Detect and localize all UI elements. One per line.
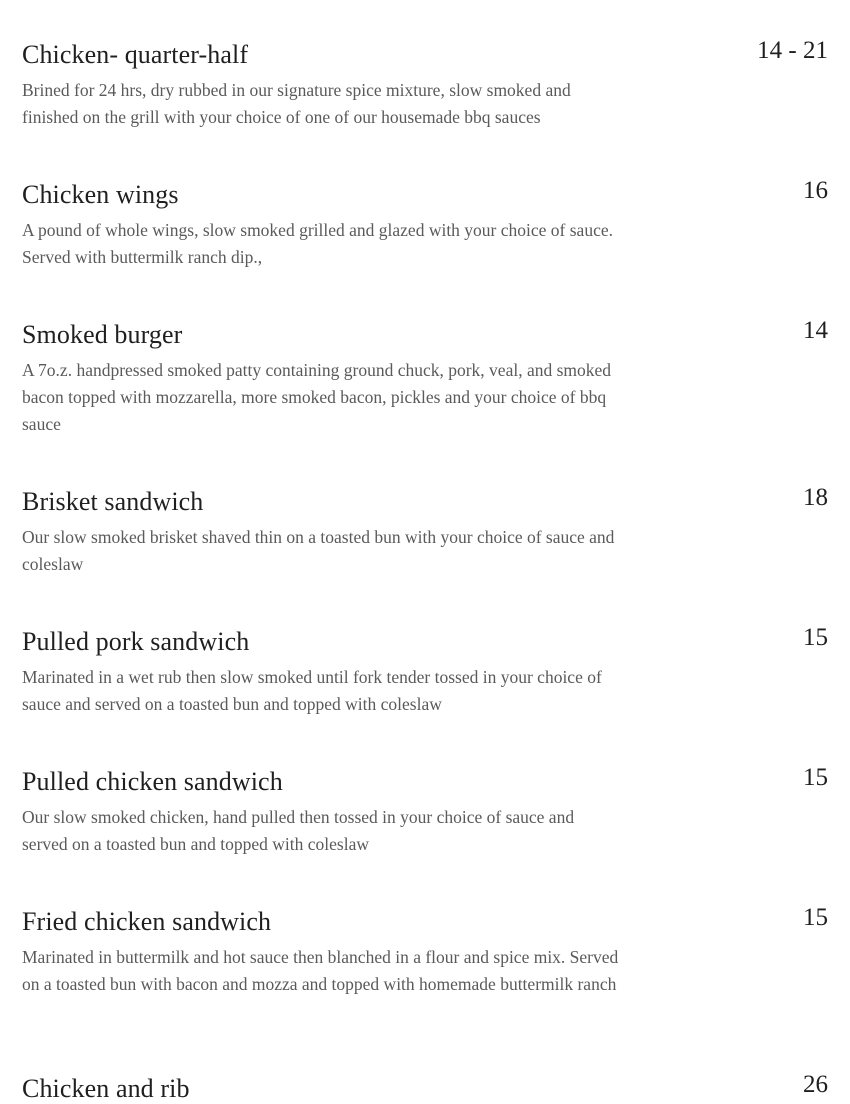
item-price: 26	[803, 1071, 828, 1098]
item-price: 16	[803, 177, 828, 204]
item-name: Brisket sandwich	[22, 487, 204, 516]
item-price: 15	[803, 624, 828, 651]
item-name: Smoked burger	[22, 320, 183, 349]
item-name: Chicken wings	[22, 180, 179, 209]
item-description: Our slow smoked chicken, hand pulled then tossed in your choice of sauce and served on a toasted bun and topped with coleslaw	[22, 807, 575, 854]
item-name: Chicken and rib	[22, 1074, 190, 1103]
item-price: 15	[803, 904, 828, 931]
item-price: 14	[803, 317, 828, 344]
item-name: Pulled pork sandwich	[22, 627, 250, 656]
item-name: Chicken- quarter-half	[22, 40, 249, 69]
item-description: Marinated in buttermilk and hot sauce then blanched in a flour and spice mix. Served on a toasted bun with bacon and mozza and topped with homemade buttermilk ranch	[22, 947, 619, 994]
item-description: Brined for 24 hrs, dry rubbed in our signature spice mixture, slow smoked and finished on the grill with your choice of one of our housemade bbq sauces	[22, 80, 571, 127]
item-description: A 7o.z. handpressed smoked patty containing ground chuck, pork, veal, and smoked bacon topped with mozzarella, more smoked bacon, pickles and your choice of bbq sauce	[22, 360, 612, 434]
item-name: Fried chicken sandwich	[22, 907, 272, 936]
item-description: A pound of whole wings, slow smoked grilled and glazed with your choice of sauce. Served with buttermilk ranch dip.,	[22, 220, 613, 267]
item-price: 15	[803, 764, 828, 791]
item-description: Our slow smoked brisket shaved thin on a toasted bun with your choice of sauce and coleslaw	[22, 527, 615, 574]
item-description: Marinated in a wet rub then slow smoked until fork tender tossed in your choice of sauce and served on a toasted bun and topped with coleslaw	[22, 667, 602, 714]
item-price: 14 - 21	[757, 37, 828, 64]
item-name: Pulled chicken sandwich	[22, 767, 283, 796]
item-price: 18	[803, 484, 828, 511]
